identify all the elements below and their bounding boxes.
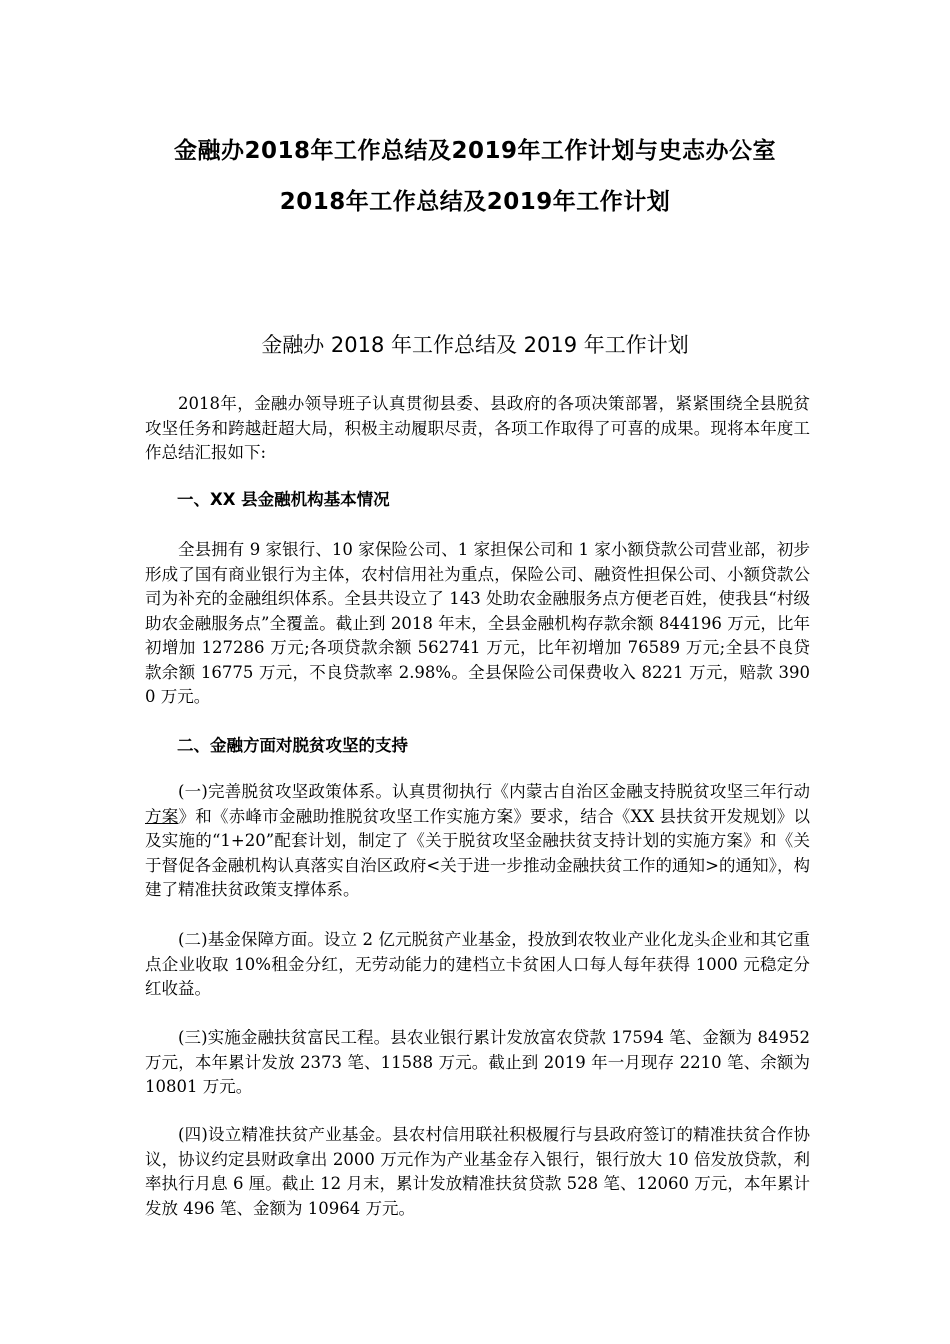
section-2-paragraph-2: (二)基金保障方面。设立 2 亿元脱贫产业基金，投放到农牧业产业化龙头企业和其它重点企业收取 10%租金分红，无劳动能力的建档立卡贫困人口每人每年获得 1000 元稳定分红收益。	[145, 930, 810, 998]
section-2-heading: 二、金融方面对脱贫攻坚的支持	[177, 736, 408, 755]
section-2-paragraph-4: (四)设立精准扶贫产业基金。县农村信用联社积极履行与县政府签订的精准扶贫合作协议，协议约定县财政拿出 2000 万元作为产业基金存入银行，银行放大 10 倍发放贷款，利率执行月息 6 厘。截止 12 月末，累计发放精准扶贫贷款 528 笔、12060 万元，本年累计发放 496 笔、金额为 10964 万元。	[145, 1125, 810, 1218]
paragraph-text-after: 》和《赤峰市金融助推脱贫攻坚工作实施方案》要求，结合《XX 县扶贫开发规划》以及实施的“1+20”配套计划，制定了《关于脱贫攻坚金融扶贫支持计划的实施方案》和《关于督促各金融机构认真落实自治区政府<关于进一步推动金融扶贫工作的通知>的通知》，构建了精准扶贫政策支撑体系。	[145, 806, 811, 899]
section-2-paragraph-3: (三)实施金融扶贫富民工程。县农业银行累计发放富农贷款 17594 笔、金额为 84952 万元，本年累计发放 2373 笔、11588 万元。截止到 2019 年一月现存 2210 笔、余额为 10801 万元。	[145, 1028, 810, 1096]
document-title-line-2: 2018年工作总结及2019年工作计划	[279, 189, 671, 215]
document-title-line-1: 金融办2018年工作总结及2019年工作计划与史志办公室	[173, 138, 777, 164]
paragraph-text-before: (一)完善脱贫攻坚政策体系。认真贯彻执行《内蒙古自治区金融支持脱贫攻坚三年行动	[178, 782, 810, 801]
underlined-text: 方案	[145, 806, 179, 826]
section-2-paragraph-1	[145, 780, 810, 903]
document-subtitle: 金融办 2018 年工作总结及 2019 年工作计划	[261, 333, 689, 357]
intro-paragraph: 2018年，金融办领导班子认真贯彻县委、县政府的各项决策部署，紧紧围绕全县脱贫攻坚任务和跨越赶超大局，积极主动履职尽责，各项工作取得了可喜的成果。现将本年度工作总结汇报如下:	[145, 394, 810, 462]
section-1-heading: 一、XX 县金融机构基本情况	[177, 490, 390, 509]
section-1-paragraph: 全县拥有 9 家银行、10 家保险公司、1 家担保公司和 1 家小额贷款公司营业部，初步形成了国有商业银行为主体，农村信用社为重点，保险公司、融资性担保公司、小额贷款公司为补充的金融组织体系。全县共设立了 143 处助农金融服务点方便老百姓，使我县“村级助农金融服务点”全覆盖。截止到 2018 年末，全县金融机构存款余额 844196 万元，比年初增加 127286 万元;各项贷款余额 562741 万元，比年初增加 76589 万元;全县不良贷款余额 16775 万元，不良贷款率 2.98%。全县保险公司保费收入 8221 万元，赔款 3900 万元。	[145, 540, 810, 706]
